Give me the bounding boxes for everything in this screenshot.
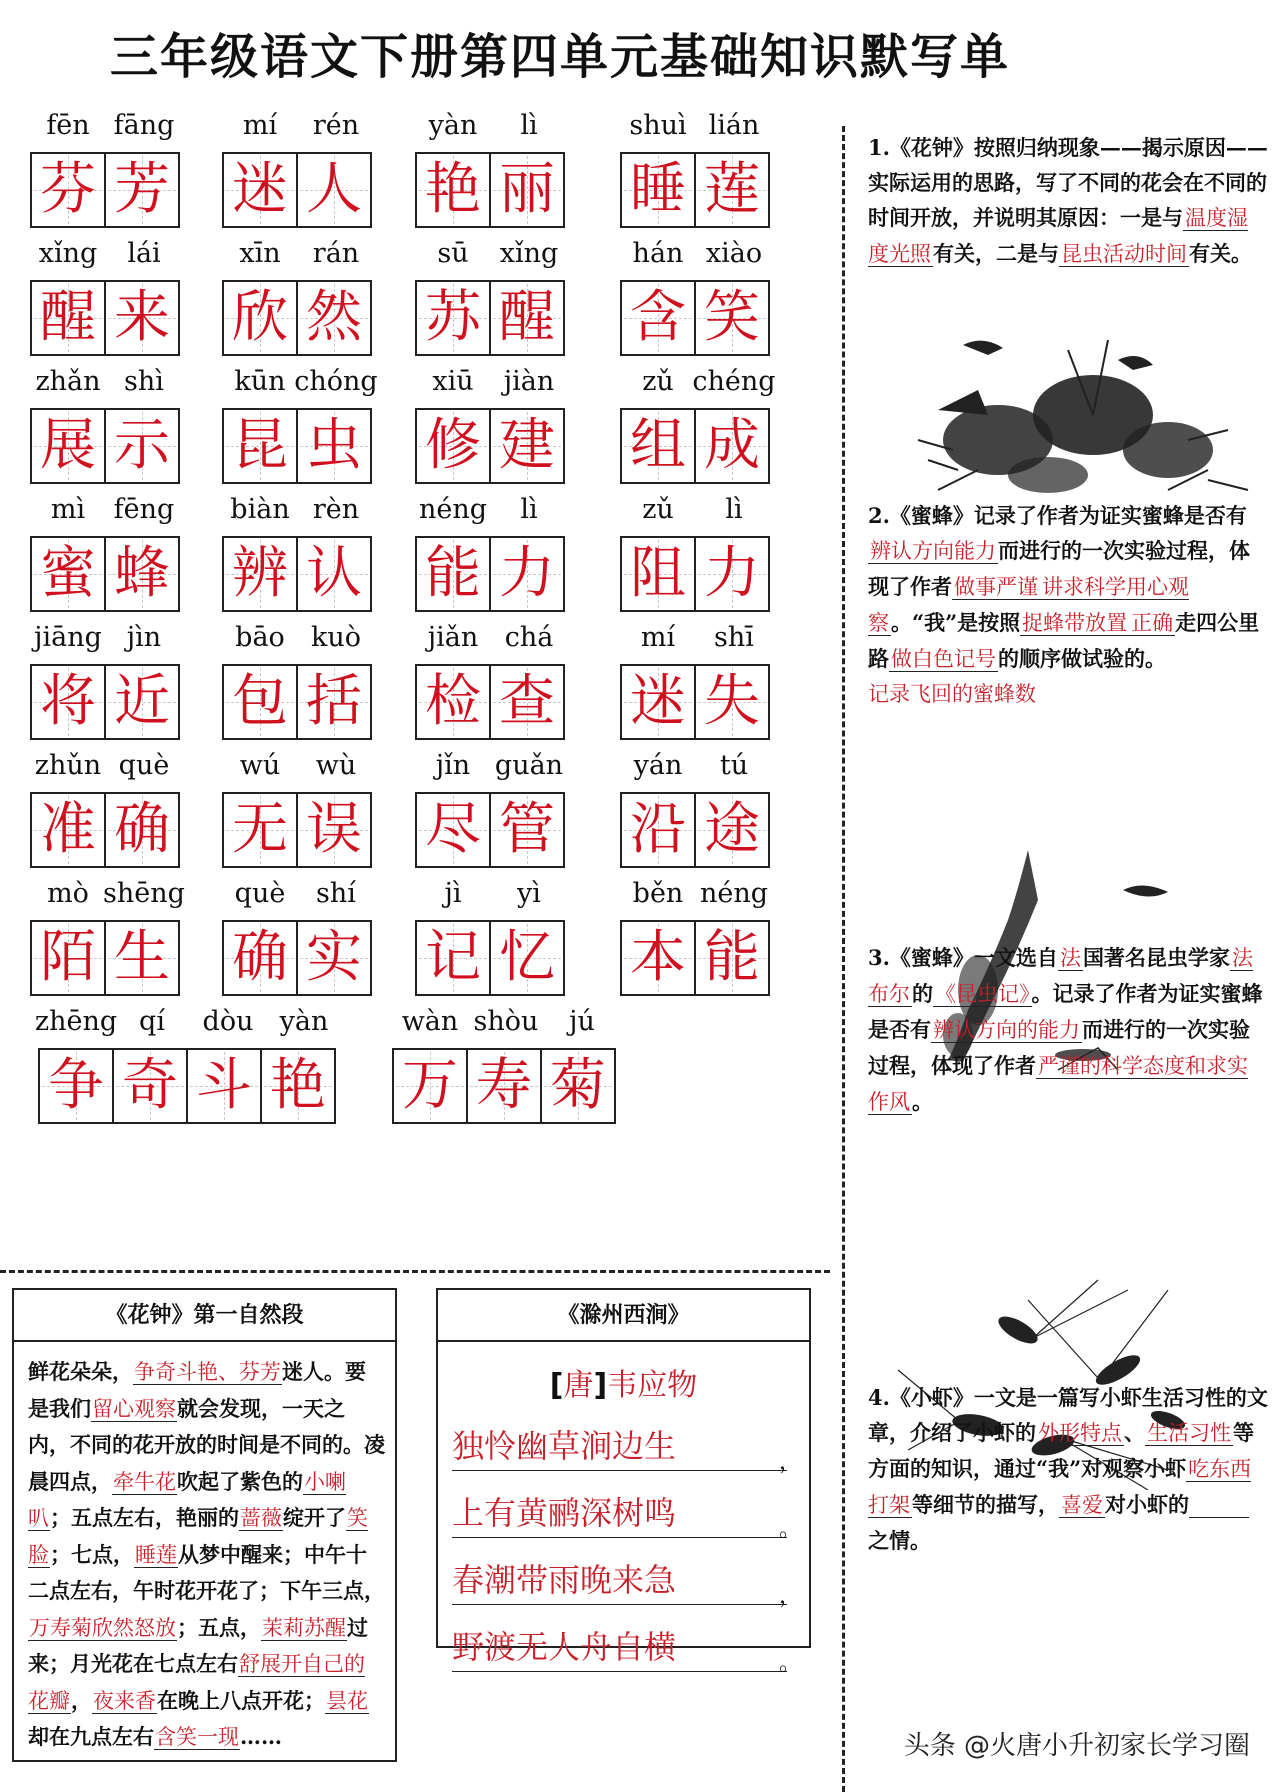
note-2: 2.《蜜蜂》记录了作者为证实蜜蜂是否有辨认方向能力而进行的一次实验过程，体现了作者做事严谨 讲求科学用心观察。“我”是按照捉蜂带放置 正确走四公里路做白色记号的顺序做试验的。 记录飞回的蜜蜂数	[868, 498, 1268, 712]
pinyin: bāo	[235, 622, 285, 653]
pinyin: shí	[316, 878, 356, 909]
char-box	[30, 664, 106, 740]
handwritten-char: 准	[40, 797, 96, 862]
pinyin: chéng	[692, 366, 776, 397]
pinyin: hán	[632, 238, 684, 269]
note-3: 3.《蜜蜂》一文选自法国著名昆虫学家法布尔的《昆虫记》。记录了作者为证实蜜蜂是否有辨认方向的能力而进行的一次实验过程，体现了作者严谨的科学态度和求实作风。	[868, 945, 1263, 1114]
pinyin: rén	[312, 110, 360, 141]
handwritten-char: 组	[630, 413, 686, 478]
pinyin-row	[222, 750, 374, 786]
handwritten-char: 本	[630, 925, 686, 990]
vertical-divider	[842, 126, 845, 1792]
poem-line: 野渡无人舟自横 。	[452, 1623, 787, 1672]
pinyin: lián	[708, 110, 760, 141]
poem-author-line: [唐]韦应物	[549, 1368, 698, 1403]
handwritten-char: 然	[306, 285, 362, 350]
handwritten-char: 争	[48, 1053, 104, 1118]
pinyin-row	[415, 878, 567, 914]
pinyin: biàn	[230, 494, 290, 525]
pinyin-row	[415, 494, 567, 530]
pinyin: chá	[504, 622, 554, 653]
pinyin: jiāng	[34, 622, 102, 653]
pinyin-row	[620, 238, 772, 274]
pinyin-row	[415, 238, 567, 274]
char-box	[489, 280, 565, 356]
pinyin-row	[30, 366, 182, 402]
char-box	[694, 280, 770, 356]
pinyin-row	[620, 622, 772, 658]
poem-line: 上有黄鹂深树鸣 。	[452, 1489, 787, 1538]
handwritten-char: 展	[40, 413, 96, 478]
pinyin: yì	[517, 878, 541, 909]
handwritten-char: 芬	[40, 157, 96, 222]
answer: 舒展开自己的花瓣	[28, 1652, 365, 1713]
answer: 牵牛花	[113, 1469, 176, 1494]
char-box	[104, 280, 180, 356]
pinyin: jiàn	[503, 366, 555, 397]
handwritten-char: 生	[114, 925, 170, 990]
char-box	[222, 792, 298, 868]
char-box	[104, 792, 180, 868]
handwritten-char: 忆	[499, 925, 555, 990]
handwritten-char: 芳	[114, 157, 170, 222]
char-box	[296, 280, 372, 356]
pinyin: lái	[127, 238, 161, 269]
char-box	[104, 536, 180, 612]
answer: 记录飞回的蜜蜂数	[868, 682, 1036, 706]
page-title: 三年级语文下册第四单元基础知识默写单	[109, 29, 1010, 85]
handwritten-char: 昆	[232, 413, 288, 478]
handwritten-char: 艳	[270, 1053, 326, 1118]
pinyin: wù	[315, 750, 357, 781]
char-box	[620, 280, 696, 356]
char-box	[296, 536, 372, 612]
pinyin: xiū	[432, 366, 474, 397]
handwritten-char: 能	[704, 925, 760, 990]
handwritten-char: 迷	[630, 669, 686, 734]
char-box	[489, 536, 565, 612]
answer: 喜爱	[1061, 1493, 1103, 1517]
pinyin-row	[620, 878, 772, 914]
note-1: 1.《花钟》按照归纳现象——揭示原因——实际运用的思路，写了不同的花会在不同的时间开放，并说明其原因：一是与温度湿度光照有关，二是与昆虫活动时间有关。	[868, 135, 1268, 266]
pinyin: zhǎn	[35, 366, 101, 397]
poem-line: 春潮带雨晚来急 ，	[452, 1556, 787, 1605]
answer: 含笑一现	[155, 1725, 239, 1749]
answer: 万寿菊欣然怒放	[29, 1615, 176, 1640]
poem-author: 韦应物	[607, 1368, 698, 1403]
char-box	[694, 664, 770, 740]
pinyin: wàn	[401, 1006, 459, 1037]
pinyin-row	[34, 1006, 342, 1042]
handwritten-char: 菊	[550, 1053, 606, 1118]
pinyin-row	[415, 110, 567, 146]
pinyin: zǔ	[642, 366, 674, 397]
handwritten-char: 艳	[425, 157, 481, 222]
handwritten-char: 陌	[40, 925, 96, 990]
pinyin-row	[222, 494, 374, 530]
handwritten-char: 途	[704, 797, 760, 862]
handwritten-char: 检	[425, 669, 481, 734]
char-box	[415, 536, 491, 612]
handwritten-char: 苏	[425, 285, 481, 350]
handwritten-char: 丽	[499, 157, 555, 222]
poem-line: 独怜幽草涧边生 ，	[452, 1422, 787, 1471]
pinyin: xiào	[705, 238, 763, 269]
handwritten-char: 管	[499, 797, 555, 862]
passage-text: 鲜花朵朵，争奇斗艳、芬芳迷人。要是我们留心观察就会发现，一天之内，不同的花开放的时间是不同的。凌晨四点，牵牛花吹起了紫色的小喇叭；五点左右，艳丽的蔷薇绽开了笑脸；七点，睡莲从梦中醒来；中午十二点左右，午时花开花了；下午三点，万寿菊欣然怒放；五点，茉莉苏醒过来；月光花在七点左右舒展开自己的花瓣，夜来香在晚上八点开花；昙花却在九点左右含笑一现……	[28, 1359, 385, 1749]
pinyin: kuò	[310, 622, 362, 653]
handwritten-char: 失	[704, 669, 760, 734]
answer	[1189, 1493, 1249, 1518]
char-box	[222, 664, 298, 740]
pinyin: shī	[714, 622, 754, 653]
poem-box	[436, 1288, 811, 1676]
pinyin: qí	[139, 1006, 165, 1037]
pinyin-row	[30, 110, 182, 146]
handwritten-char: 建	[499, 413, 555, 478]
answer: 捉蜂带放置	[1022, 611, 1128, 635]
handwritten-char: 修	[425, 413, 481, 478]
char-box	[489, 152, 565, 228]
char-box	[222, 920, 298, 996]
pinyin-row	[415, 366, 567, 402]
char-box	[694, 152, 770, 228]
pinyin: jìn	[126, 622, 162, 653]
answer: 《昆虫记》	[935, 982, 1030, 1006]
pinyin: jú	[569, 1006, 595, 1037]
answer: 讲求科学用心观察	[868, 575, 1189, 635]
char-box	[296, 152, 372, 228]
answer: 争奇斗艳、芬芳	[134, 1360, 281, 1384]
pinyin: xǐng	[499, 238, 559, 269]
char-box	[620, 536, 696, 612]
handwritten-char: 近	[114, 669, 170, 734]
pinyin: dòu	[202, 1006, 254, 1037]
pinyin-row	[415, 750, 567, 786]
char-box	[694, 408, 770, 484]
pinyin-row	[30, 238, 182, 274]
pinyin-row	[392, 1006, 620, 1042]
answer: 夜来香	[93, 1688, 156, 1713]
answer: 吃东西打架	[868, 1457, 1252, 1517]
handwritten-char: 睡	[630, 157, 686, 222]
char-box	[296, 408, 372, 484]
pinyin-row	[620, 110, 772, 146]
answer: 蔷薇	[240, 1506, 282, 1530]
answer: 茉莉苏醒	[262, 1615, 346, 1640]
char-box	[415, 920, 491, 996]
handwritten-char: 包	[232, 669, 288, 734]
handwritten-char: 认	[306, 541, 362, 606]
answer: 正确	[1131, 611, 1174, 635]
answer: 昆虫活动时间	[1061, 242, 1187, 266]
char-box	[104, 152, 180, 228]
handwritten-char: 括	[306, 669, 362, 734]
pinyin: shì	[124, 366, 164, 397]
char-box	[489, 408, 565, 484]
char-box	[30, 152, 106, 228]
char-box	[540, 1048, 616, 1124]
char-box	[30, 408, 106, 484]
pinyin: néng	[418, 494, 488, 525]
pinyin: lì	[520, 494, 538, 525]
pinyin: què	[118, 750, 170, 781]
handwritten-char: 虫	[306, 413, 362, 478]
pinyin: tú	[719, 750, 749, 781]
poem-dynasty: 唐	[563, 1368, 594, 1403]
handwritten-char: 无	[232, 797, 288, 862]
pinyin: xǐng	[38, 238, 98, 269]
pinyin: kūn	[234, 366, 286, 397]
pinyin: běn	[632, 878, 684, 909]
handwritten-char: 确	[232, 925, 288, 990]
pinyin-row	[222, 110, 374, 146]
answer: 外形特点	[1038, 1421, 1122, 1445]
char-box	[30, 280, 106, 356]
pinyin: yán	[633, 750, 683, 781]
handwritten-char: 笑	[704, 285, 760, 350]
pinyin-row	[415, 622, 567, 658]
char-box	[30, 920, 106, 996]
char-box	[104, 408, 180, 484]
pinyin: shòu	[473, 1006, 539, 1037]
answer: 昙花	[326, 1688, 368, 1713]
handwritten-char: 力	[704, 541, 760, 606]
pinyin: fēng	[113, 494, 175, 525]
answer: 留心观察	[92, 1396, 176, 1421]
handwritten-char: 斗	[196, 1053, 252, 1118]
answer: 辨认方向的能力	[933, 1018, 1080, 1042]
answer: 温度湿度光照	[868, 206, 1248, 266]
char-box	[30, 792, 106, 868]
handwritten-char: 人	[306, 157, 362, 222]
char-box	[694, 792, 770, 868]
handwritten-char: 万	[402, 1053, 458, 1118]
pinyin-row	[620, 494, 772, 530]
pinyin-row	[620, 750, 772, 786]
pinyin: jì	[444, 878, 462, 909]
handwritten-char: 莲	[704, 157, 760, 222]
char-box	[415, 792, 491, 868]
word-grid	[0, 0, 830, 1265]
char-box	[30, 536, 106, 612]
char-box	[415, 280, 491, 356]
pinyin: què	[234, 878, 286, 909]
answer: 笑脸	[28, 1506, 368, 1567]
pinyin: mí	[242, 110, 278, 141]
pinyin-row	[222, 366, 378, 402]
pinyin: mí	[640, 622, 676, 653]
handwritten-char: 能	[425, 541, 481, 606]
handwritten-char: 欣	[232, 285, 288, 350]
pinyin-row	[30, 494, 182, 530]
handwritten-char: 迷	[232, 157, 288, 222]
handwritten-char: 醒	[40, 285, 96, 350]
poem-title: 《滁州西涧》	[438, 1290, 809, 1342]
huazhong-passage-box	[12, 1288, 397, 1762]
answer: 小喇叭	[28, 1469, 346, 1530]
handwritten-char: 蜂	[114, 541, 170, 606]
pinyin-row	[30, 750, 182, 786]
note-4: 4.《小虾》一文是一篇写小虾生活习性的文章，介绍了小虾的外形特点、生活习性等方面的知识，通过“我”对观察小虾吃东西打架等细节的描写，喜爱对小虾的之情。	[868, 1385, 1268, 1553]
handwritten-char: 实	[306, 925, 362, 990]
char-box	[466, 1048, 542, 1124]
pinyin: yàn	[279, 1006, 329, 1037]
pinyin: mò	[47, 878, 89, 909]
pinyin: shēng	[103, 878, 185, 909]
pinyin: fēn	[46, 110, 90, 141]
answer: 睡莲	[135, 1542, 177, 1567]
answer: 做事严谨	[954, 575, 1038, 599]
answer: 辨认方向能力	[870, 539, 996, 563]
char-box	[392, 1048, 468, 1124]
char-box	[415, 664, 491, 740]
pinyin: chóng	[294, 366, 378, 397]
handwritten-char: 阻	[630, 541, 686, 606]
handwritten-char: 确	[114, 797, 170, 862]
handwritten-char: 蜜	[40, 541, 96, 606]
handwritten-char: 辨	[232, 541, 288, 606]
pinyin: zhǔn	[34, 750, 102, 781]
char-box	[620, 664, 696, 740]
char-box	[296, 664, 372, 740]
pinyin: shuì	[629, 110, 687, 141]
handwritten-char: 来	[114, 285, 170, 350]
handwritten-char: 寿	[476, 1053, 532, 1118]
char-box	[296, 920, 372, 996]
char-box	[415, 408, 491, 484]
pinyin: guǎn	[494, 750, 564, 781]
handwritten-char: 醒	[499, 285, 555, 350]
answer: 法布尔	[868, 946, 1253, 1006]
handwritten-char: 记	[425, 925, 481, 990]
char-box	[296, 792, 372, 868]
pinyin: néng	[699, 878, 769, 909]
char-box	[38, 1048, 114, 1124]
flower-ink-painting	[868, 320, 1268, 510]
handwritten-char: 沿	[630, 797, 686, 862]
char-box	[694, 920, 770, 996]
pinyin-row	[30, 622, 182, 658]
pinyin: rán	[312, 238, 360, 269]
char-box	[489, 664, 565, 740]
char-box	[222, 280, 298, 356]
handwritten-char: 成	[704, 413, 760, 478]
pinyin-row	[222, 622, 374, 658]
char-box	[415, 152, 491, 228]
char-box	[260, 1048, 336, 1124]
horizontal-divider	[0, 1270, 830, 1273]
pinyin: zhēng	[34, 1006, 118, 1037]
char-box	[222, 536, 298, 612]
char-box	[104, 920, 180, 996]
pinyin: fāng	[113, 110, 175, 141]
handwritten-char: 将	[40, 669, 96, 734]
char-box	[112, 1048, 188, 1124]
pinyin: zǔ	[642, 494, 674, 525]
pinyin-row	[30, 878, 185, 914]
pinyin-row	[620, 366, 776, 402]
answer: 生活习性	[1147, 1421, 1231, 1445]
char-box	[489, 920, 565, 996]
char-box	[489, 792, 565, 868]
pinyin: mì	[50, 494, 86, 525]
handwritten-char: 尽	[425, 797, 481, 862]
pinyin: jiǎn	[427, 622, 479, 653]
pinyin: wú	[239, 750, 281, 781]
char-box	[620, 920, 696, 996]
answer: 做白色记号	[891, 647, 996, 671]
char-box	[222, 408, 298, 484]
pinyin-row	[222, 878, 374, 914]
answer: 法	[1059, 946, 1081, 970]
pinyin-row	[222, 238, 374, 274]
handwritten-char: 查	[499, 669, 555, 734]
pinyin: lì	[725, 494, 743, 525]
char-box	[620, 792, 696, 868]
pinyin: xīn	[239, 238, 281, 269]
char-box	[694, 536, 770, 612]
pinyin: jǐn	[435, 750, 471, 781]
char-box	[186, 1048, 262, 1124]
handwritten-char: 误	[306, 797, 362, 862]
char-box	[222, 152, 298, 228]
passage-title: 《花钟》第一自然段	[14, 1290, 395, 1342]
pinyin: rèn	[312, 494, 360, 525]
pinyin: yàn	[428, 110, 478, 141]
char-box	[620, 408, 696, 484]
handwritten-char: 含	[630, 285, 686, 350]
watermark: 头条 @火唐小升初家长学习圈	[903, 1731, 1250, 1761]
handwritten-char: 力	[499, 541, 555, 606]
pinyin: sū	[437, 238, 469, 269]
char-box	[104, 664, 180, 740]
handwritten-char: 示	[114, 413, 170, 478]
answer: 严谨的科学态度和求实作风	[868, 1054, 1248, 1114]
char-box	[620, 152, 696, 228]
handwritten-char: 奇	[122, 1053, 178, 1118]
pinyin: lì	[520, 110, 538, 141]
